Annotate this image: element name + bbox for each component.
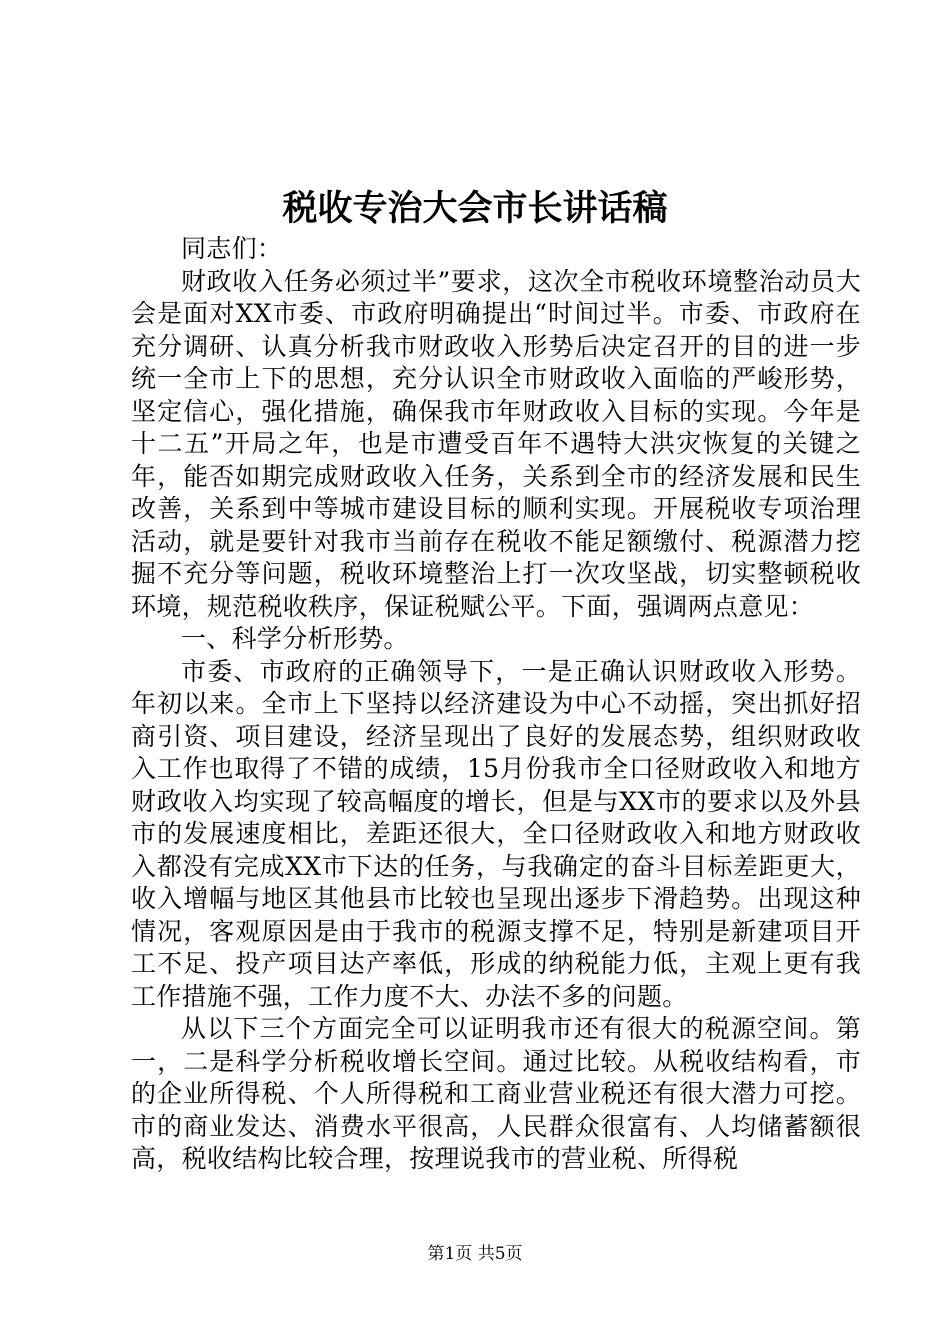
- body-paragraph: 从以下三个方面完全可以证明我市还有很大的税源空间。第一，二是科学分析税收增长空间。通过比较。从税收结构看，市的企业所得税、个人所得税和工商业营业税还有很大潜力可挖。市的商业发达、消费水平很高，人民群众很富有、人均储蓄额很高，税收结构比较合理，按理说我市的营业税、所得税: [131, 1014, 861, 1173]
- salutation-paragraph: 同志们：: [181, 234, 283, 263]
- body-paragraph: 市委、市政府的正确领导下，一是正确认识财政收入形势。年初以来。全市上下坚持以经济建设为中心不动摇，突出抓好招商引资、项目建设，经济呈现出了良好的发展态势，组织财政收入工作也取得了不错的成绩，15月份我市全口径财政收入和地方财政收入均实现了较高幅度的增长，但是与XX市的要求以及外县市的发展速度相比，差距还很大，全口径财政收入和地方财政收入都没有完成XX市下达的任务，与我确定的奋斗目标差距更大，收入增幅与地区其他县市比较也呈现出逐步下滑趋势。出现这种情况，客观原因是由于我市的税源支撑不足，特别是新建项目开工不足、投产项目达产率低，形成的纳税能力低，主观上更有我工作措施不强，工作力度不大、办法不多的问题。: [131, 656, 861, 1011]
- page-number-footer: 第1页 共5页: [427, 1244, 523, 1264]
- document-title: 税收专治大会市长讲话稿: [282, 188, 668, 229]
- section-heading: 一、科学分析形势。: [181, 624, 409, 653]
- document-body: [131, 233, 861, 1176]
- body-paragraph: 财政收入任务必须过半”要求，这次全市税收环境整治动员大会是面对XX市委、市政府明确提出“时间过半。市委、市政府在充分调研、认真分析我市财政收入形势后决定召开的目的进一步统一全市上下的思想，充分认识全市财政收入面临的严峻形势，坚定信心，强化措施，确保我市年财政收入目标的实现。今年是十二五”开局之年，也是市遭受百年不遇特大洪灾恢复的关键之年，能否如期完成财政收入任务，关系到全市的经济发展和民生改善，关系到中等城市建设目标的顺利实现。开展税收专项治理活动，就是要针对我市当前存在税收不能足额缴付、税源潜力挖掘不充分等问题，税收环境整治上打一次攻坚战，切实整顿税收环境，规范税收秩序，保证税赋公平。下面，强调两点意见：: [131, 266, 861, 621]
